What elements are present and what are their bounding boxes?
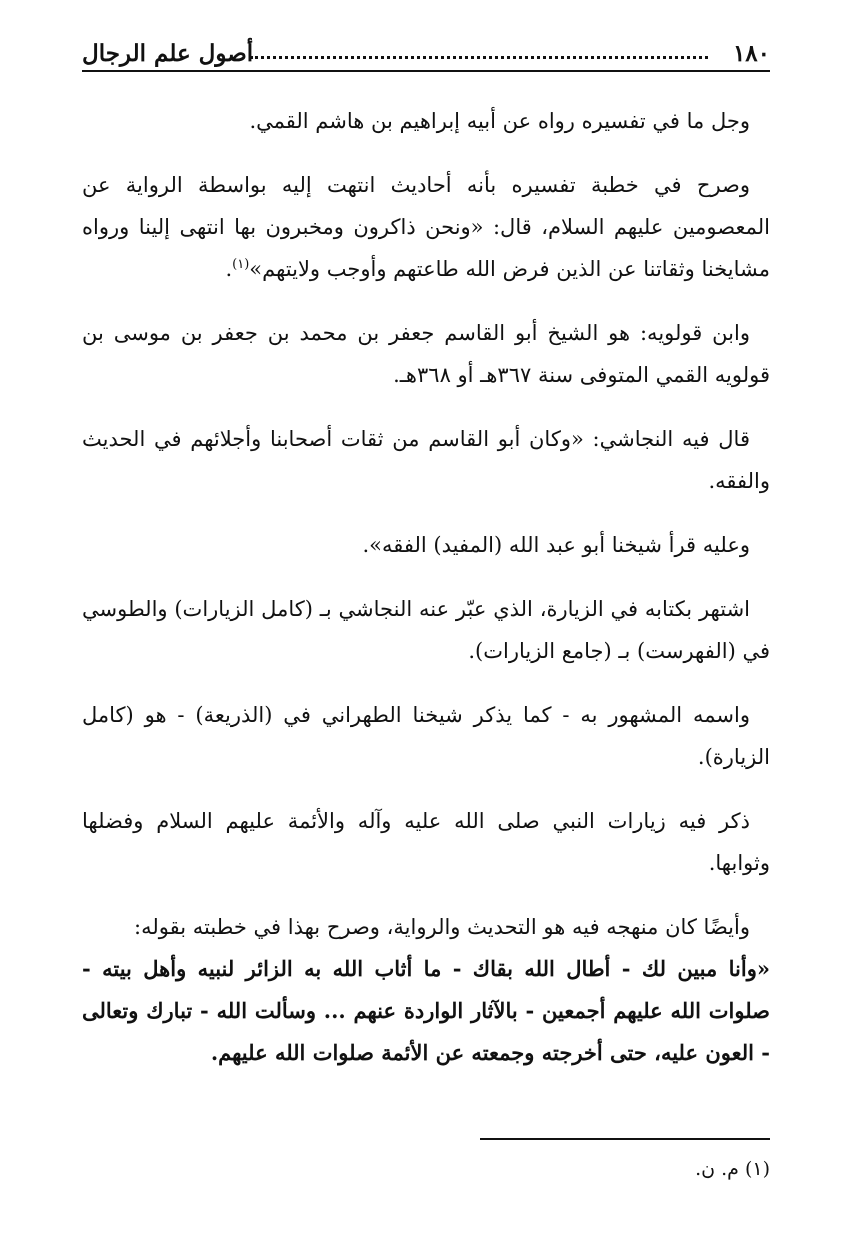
- header-dot-leader: [250, 56, 708, 59]
- paragraph: واسمه المشهور به - كما يذكر شيخنا الطهراني في (الذريعة) - هو (كامل الزيارة).: [82, 703, 770, 769]
- paragraph: وجل ما في تفسيره رواه عن أبيه إبراهيم بن هاشم القمي.: [249, 109, 750, 133]
- paragraph: اشتهر بكتابه في الزيارة، الذي عبّر عنه النجاشي بـ (كامل الزيارات) والطوسي في (الفهرست) بـ (جامع الزيارات).: [82, 597, 770, 663]
- page-number: ١٨٠: [732, 40, 770, 67]
- book-page: [82, 28, 770, 1218]
- paragraph: وابن قولويه: هو الشيخ أبو القاسم جعفر بن محمد بن جعفر بن موسى بن قولويه القمي المتوفى سنة ٣٦٧هـ أو ٣٦٨هـ.: [82, 321, 770, 387]
- running-header: [82, 34, 770, 72]
- paragraph: وأيضًا كان منهجه فيه هو التحديث والرواية، وصرح بهذا في خطبته بقوله:: [134, 915, 750, 939]
- footnote-marker: (١): [232, 257, 250, 272]
- paragraph: قال فيه النجاشي: «وكان أبو القاسم من ثقات أصحابنا وأجلائهم في الحديث والفقه.: [82, 427, 770, 493]
- quoted-paragraph: «وأنا مبين لك - أطال الله بقاك - ما أثاب الله به الزائر لنبيه وأهل بيته - صلوات الله عليهم أجمعين - بالآثار الواردة عنهم ... وسألت الله - تبارك وتعالى - العون عليه، حتى أخرجته وجمعته عن الأئمة صلوات الله عليهم.: [82, 956, 770, 1065]
- book-title: أصول علم الرجال: [82, 40, 254, 67]
- paragraph: وعليه قرأ شيخنا أبو عبد الله (المفيد) الفقه».: [362, 533, 750, 557]
- body-text: [82, 100, 770, 1096]
- footnote-separator: [480, 1138, 770, 1140]
- paragraph: وصرح في خطبة تفسيره بأنه أحاديث انتهت إليه بواسطة الرواية عن المعصومين عليهم السلام، قال: «ونحن ذاكرون ومخبرون بها انتهى إلينا ورواه مشايخنا وثقاتنا عن الذين فرض الله طاعتهم وأوجب ولايتهم»$^{(١)}$.: [82, 173, 770, 281]
- footnote: (١) م. ن.: [695, 1158, 770, 1180]
- paragraph: ذكر فيه زيارات النبي صلى الله عليه وآله والأئمة عليهم السلام وفضلها وثوابها.: [82, 809, 770, 875]
